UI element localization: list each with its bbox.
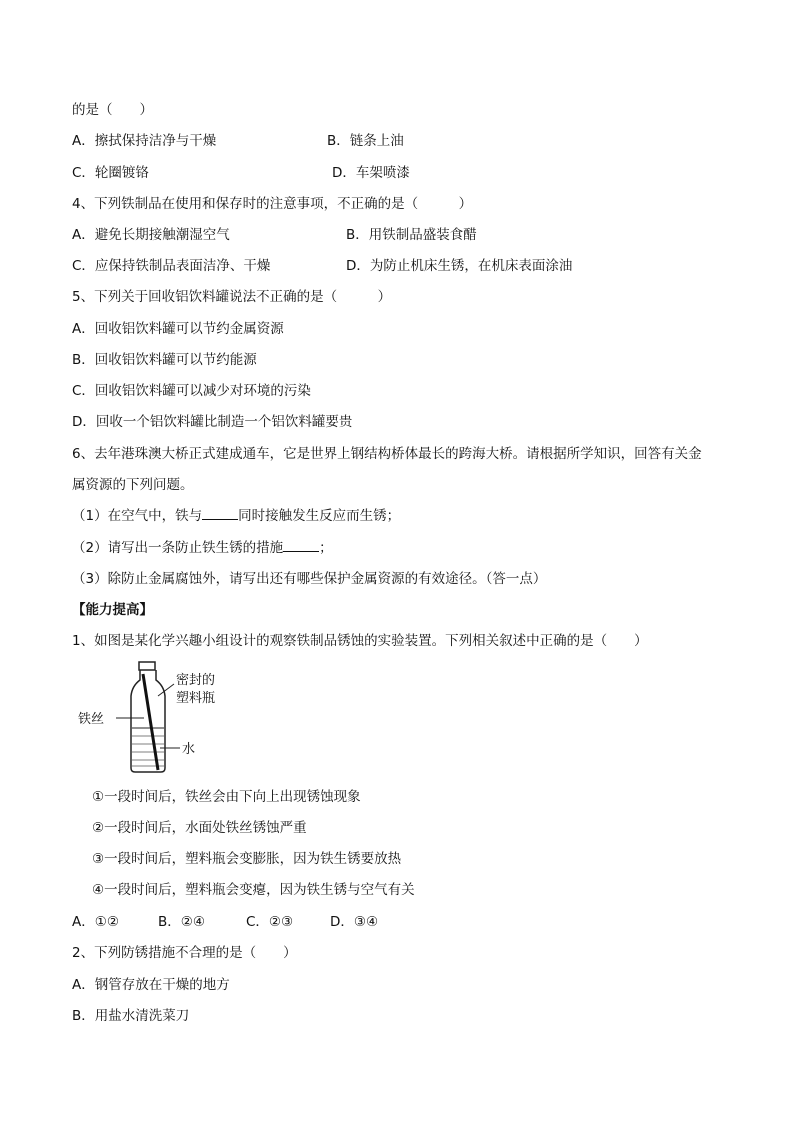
q6-part2-suffix: ； [319,540,333,556]
ab1-option-b: B．②④ [158,914,205,930]
label-water: 水 [182,742,196,757]
q3-option-d: D．车架喷漆 [332,165,410,181]
q5-option-d: D．回收一个铝饮料罐比制造一个铝饮料罐要贵 [72,414,353,430]
ab1-statement-3: ③一段时间后，塑料瓶会变膨胀，因为铁生锈要放热 [92,851,402,867]
bottle-outline [131,670,165,772]
q5-option-b: B．回收铝饮料罐可以节约能源 [72,352,257,368]
bottle-leader-line [158,684,174,696]
bottle-cap [139,662,155,670]
ab2-option-a: A．钢管存放在干燥的地方 [72,977,230,993]
ab1-option-a: A．①② [72,914,119,930]
bottle-diagram [76,660,246,778]
q4-option-c: C．应保持铁制品表面洁净、干燥 [72,258,271,274]
ab1-statement-4: ④一段时间后，塑料瓶会变瘪，因为铁生锈与空气有关 [92,882,415,898]
q5-option-a: A．回收铝饮料罐可以节约金属资源 [72,321,284,337]
ab1-statement-1: ①一段时间后，铁丝会由下向上出现锈蚀现象 [92,789,361,805]
ab2-option-b: B．用盐水清洗菜刀 [72,1008,190,1024]
label-sealed: 密封的 [176,673,216,688]
q3-option-a: A．擦拭保持洁净与干燥 [72,133,217,149]
q3-stem-end: 的是（ ） [72,102,153,118]
iron-wire [143,674,158,770]
q5-option-c: C．回收铝饮料罐可以减少对环境的污染 [72,383,311,399]
q6-part2-prefix: （2）请写出一条防止铁生锈的措施 [72,540,284,556]
ab1-statement-2: ②一段时间后，水面处铁丝锈蚀严重 [92,820,307,836]
label-iron-wire: 铁丝 [78,712,105,727]
q6-stem-line1: 6、去年港珠澳大桥正式建成通车，它是世界上钢结构桥体最长的跨海大桥。请根据所学知识，回答有关金 [72,446,702,462]
q6-part1-blank [202,507,238,520]
q6-part3: （3）除防止金属腐蚀外，请写出还有哪些保护金属资源的有效途径。（答一点） [72,571,547,587]
q3-option-c: C．轮圈镀铬 [72,165,149,181]
q6-part1 [72,507,400,525]
q4-option-b: B．用铁制品盛装食醋 [346,227,477,243]
ab1-option-c: C．②③ [246,914,294,930]
ab2-stem: 2、下列防锈措施不合理的是（ ） [72,945,297,961]
ab1-option-d: D．③④ [330,914,379,930]
label-plastic-bottle: 塑料瓶 [176,691,216,706]
q6-part1-prefix: （1）在空气中，铁与 [72,508,203,524]
q5-stem: 5、下列关于回收铝饮料罐说法不正确的是（ ） [72,289,392,305]
ab1-stem: 1、如图是某化学兴趣小组设计的观察铁制品锈蚀的实验装置。下列相关叙述中正确的是（ ） [72,633,648,649]
section-title: 【能力提高】 [72,602,153,618]
q3-option-b: B．链条上油 [327,133,404,149]
q4-stem: 4、下列铁制品在使用和保存时的注意事项，不正确的是（ ） [72,196,473,212]
q6-part2 [72,539,333,557]
q6-part1-suffix: 同时接触发生反应而生锈； [238,508,401,524]
rust-experiment-figure [76,660,246,778]
q4-option-d: D．为防止机床生锈，在机床表面涂油 [346,258,573,274]
q6-part2-blank [283,539,319,552]
q4-option-a: A．避免长期接触潮湿空气 [72,227,230,243]
q6-stem-line2: 属资源的下列问题。 [72,477,194,493]
